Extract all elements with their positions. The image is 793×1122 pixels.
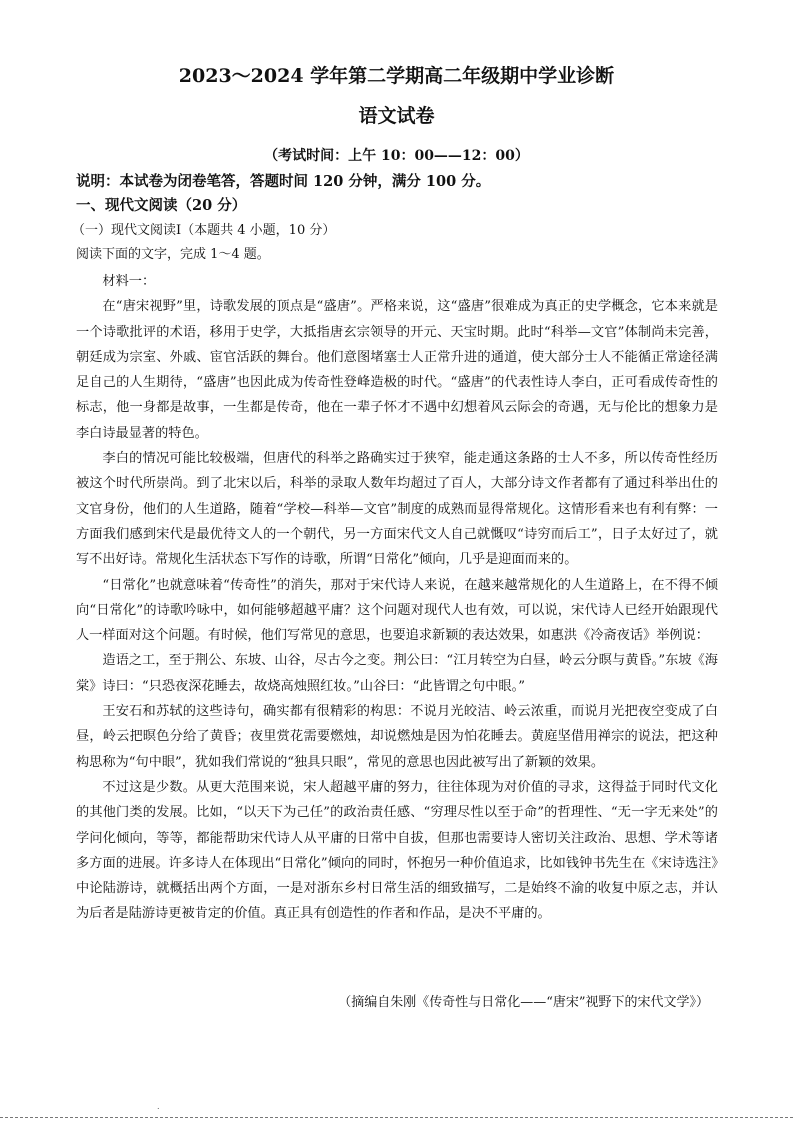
subsection-heading: （一）现代文阅读Ⅰ（本题共 4 小题，10 分） [72, 223, 336, 238]
paragraph-5: 王安石和苏轼的这些诗句，确实都有很精彩的构思：不说月光皎洁、岭云浓重，而说月光把夜空变成了白昼，岭云把暝色分给了黄昏；夜里赏花需要燃烛，却说燃烛是因为怕花睡去。黄庭坚借用禅宗的说法，把这种构思称为“句中眼”，犹如我们常说的“独具只眼”，常见的意思也因此被写出了新颖的效果。 [76, 704, 718, 770]
exam-title: 2023～2024 学年第二学期高二年级期中学业诊断 [178, 65, 615, 87]
footer-mark: . [157, 1102, 160, 1111]
footer-rule [0, 1117, 793, 1118]
subject-title: 语文试卷 [358, 105, 435, 127]
directions: 阅读下面的文字，完成 1～4 题。 [76, 247, 270, 262]
exam-time: （考试时间：上午 10：00——12：00） [264, 148, 529, 164]
section-heading: 一、现代文阅读（20 分） [76, 197, 247, 214]
paragraph-6: 不过这是少数。从更大范围来说，宋人超越平庸的努力，往往体现为对价值的寻求，这得益于同时代文化的其他门类的发展。比如，“以天下为己任”的政治责任感、“穷理尽性以至于命”的哲理性、“无一字无来处”的学问化倾向，等等，都能帮助宋代诗人从平庸的日常中自拔，但那也需要诗人密切关注政治、思想、学术等诸多方面的进展。许多诗人在体现出“日常化”倾向的同时，怀抱另一种价值追求，比如钱钟书先生在《宋诗选注》中论陆游诗，就概括出两个方面，一是对浙东乡村日常生活的细致描写，二是始终不渝的收复中原之志，并认为后者是陆游诗更被肯定的价值。真正具有创造性的作者和作品，是决不平庸的。 [76, 779, 718, 922]
paragraph-1: 在“唐宋视野”里，诗歌发展的顶点是“盛唐”。严格来说，这“盛唐”很难成为真正的史学概念，它本来就是一个诗歌批评的术语，移用于史学，大抵指唐玄宗领导的开元、天宝时期。此时“科举—文官”体制尚未完善，朝廷成为宗室、外戚、宦官活跃的舞台。他们意图堵塞士人正常升进的通道，使大部分士人不能循正常途径满足自己的人生期待，“盛唐”也因此成为传奇性登峰造极的时代。“盛唐”的代表性诗人李白，正可看成传奇性的标志，他一身都是故事，一生都是传奇，他在一辈子怀才不遇中幻想着风云际会的奇遇，无与伦比的想象力是李白诗最显著的特色。 [76, 299, 718, 441]
paragraph-quote: 造语之工，至于荆公、东坡、山谷，尽古今之变。荆公曰：“江月转空为白昼，岭云分暝与黄昏。”东坡《海棠》诗曰：“只恐夜深花睡去，故烧高烛照红妆。”山谷曰：“此皆谓之句中眼。” [76, 653, 718, 694]
passage [76, 269, 718, 927]
instructions: 说明：本试卷为闭卷笔答，答题时间 120 分钟，满分 100 分。 [76, 173, 491, 190]
source-citation: （摘编自朱刚《传奇性与日常化——“唐宋”视野下的宋代文学》） [338, 995, 709, 1010]
paragraph-3: “日常化”也就意味着“传奇性”的消失，那对于宋代诗人来说，在越来越常规化的人生道路上，在不得不倾向“日常化”的诗歌吟咏中，如何能够超越平庸？这个问题对现代人也有效，可以说，宋代诗人已经开始跟现代人一样面对这个问题。有时候，他们写常见的意思，也要追求新颖的表达效果，如惠洪《冷斋夜话》举例说： [76, 577, 718, 644]
material-label: 材料一： [102, 274, 156, 289]
paragraph-2: 李白的情况可能比较极端，但唐代的科举之路确实过于狭窄，能走通这条路的士人不多，所以传奇性经历被这个时代所崇尚。到了北宋以后，科举的录取人数年均超过了百人，大部分诗文作者都有了通过科举出仕的文官身份，他们的人生道路，随着“学校—科举—文官”制度的成熟而显得常规化。这情形看来也有利有弊：一方面我们感到宋代是最优待文人的一个朝代，另一方面宋代文人自己就慨叹“诗穷而后工”，日子太好过了，就写不出好诗。常规化生活状态下写作的诗歌，所谓“日常化”倾向，几乎是迎面而来的。 [76, 451, 718, 568]
